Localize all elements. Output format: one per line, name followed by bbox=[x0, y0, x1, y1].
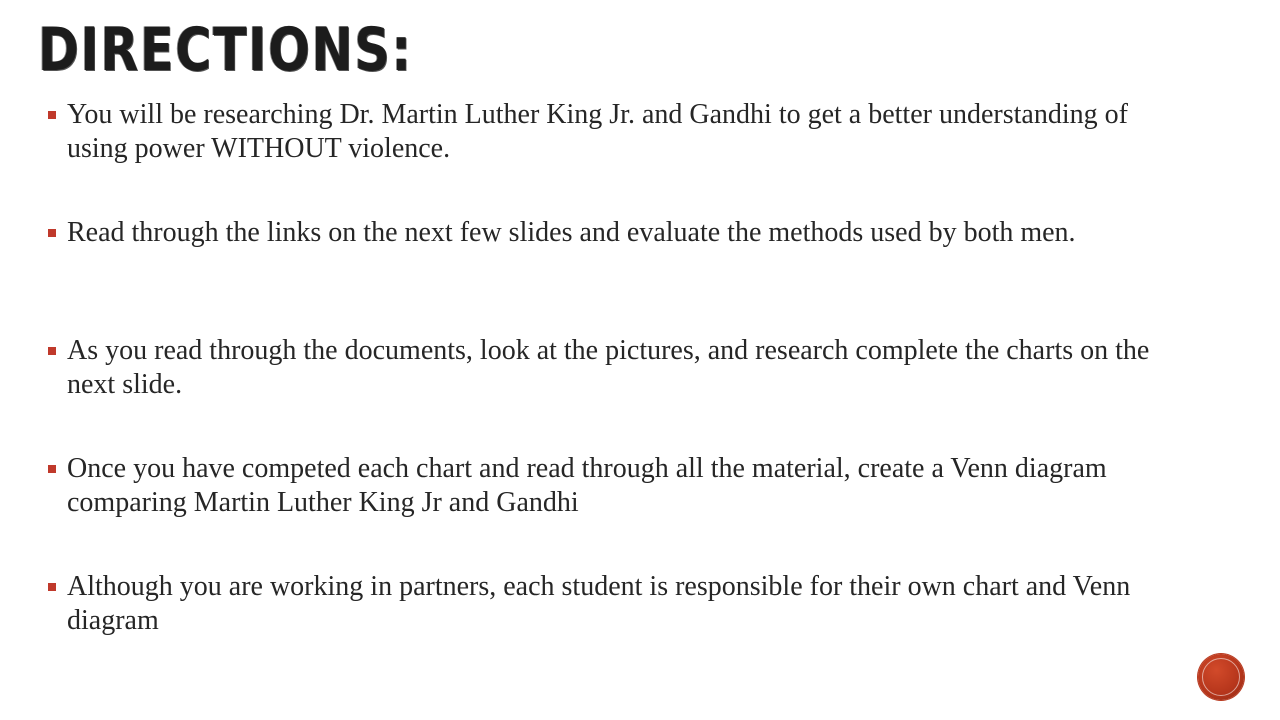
slide-badge-icon bbox=[1198, 654, 1244, 700]
square-bullet-icon bbox=[48, 229, 56, 237]
list-item bbox=[48, 452, 1188, 570]
bullet-text: Although you are working in partners, each student is responsible for their own chart and Venn diagram bbox=[67, 571, 1131, 636]
square-bullet-icon bbox=[48, 583, 56, 591]
square-bullet-icon bbox=[48, 465, 56, 473]
bullet-text: You will be researching Dr. Martin Luther King Jr. and Gandhi to get a better understanding of using power WITHOUT violence. bbox=[67, 99, 1128, 164]
square-bullet-icon bbox=[48, 347, 56, 355]
bullet-text: As you read through the documents, look at the pictures, and research complete the charts on the next slide. bbox=[67, 335, 1150, 400]
list-item bbox=[48, 570, 1188, 688]
list-item bbox=[48, 216, 1188, 334]
slide-title: DIRECTIONS: bbox=[38, 15, 413, 85]
directions-list bbox=[48, 98, 1188, 688]
list-item bbox=[48, 98, 1188, 216]
square-bullet-icon bbox=[48, 111, 56, 119]
bullet-text: Read through the links on the next few slides and evaluate the methods used by both men. bbox=[67, 217, 1076, 248]
list-item bbox=[48, 334, 1188, 452]
bullet-text: Once you have competed each chart and read through all the material, create a Venn diagram comparing Martin Luther King Jr and Gandhi bbox=[67, 453, 1107, 518]
